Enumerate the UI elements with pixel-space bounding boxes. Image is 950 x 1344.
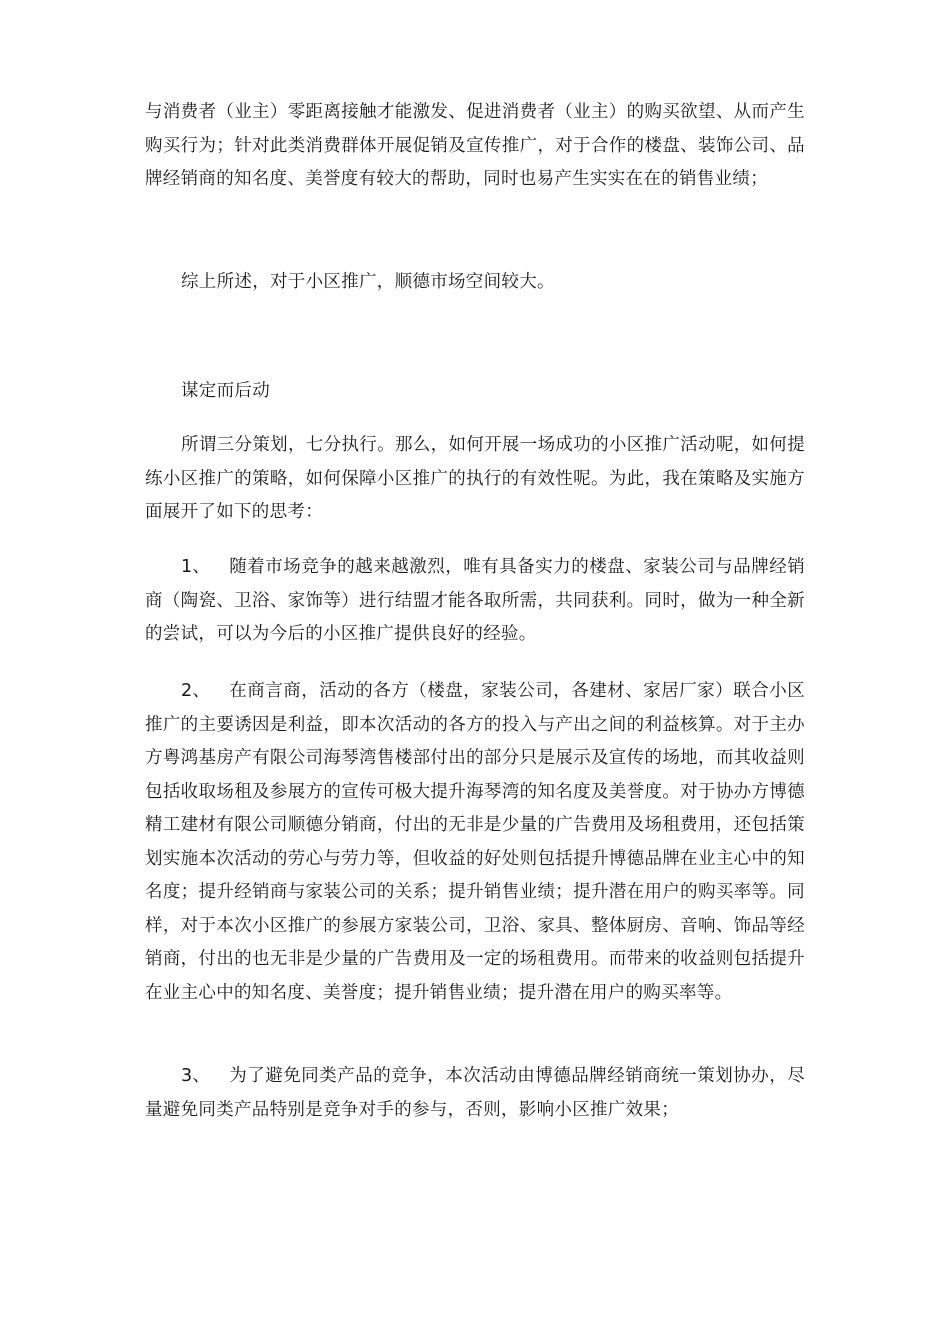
- list-item-3: [145, 1060, 805, 1127]
- list-item-number: 2、: [181, 681, 211, 701]
- list-item-number: 3、: [181, 1066, 211, 1086]
- list-item-text: 在商言商，活动的各方（楼盘，家装公司，各建材、家居厂家）联合小区推广的主要诱因是利益，即本次活动的各方的投入与产出之间的利益核算。对于主办方粤鸿基房产有限公司海琴湾售楼部付出的部分只是展示及宣传的场地，而其收益则包括收取场租及参展方的宣传可极大提升海琴湾的知名度及美誉度。对于协办方博德精工建材有限公司顺德分销商，付出的无非是少量的广告费用及场租费用，还包括策划实施本次活动的劳心与劳力等，但收益的好处则包括提升博德品牌在业主心中的知名度；提升经销商与家装公司的关系；提升销售业绩；提升潜在用户的购买率等。同样，对于本次小区推广的参展方家装公司，卫浴、家具、整体厨房、音响、饰品等经销商，付出的也无非是少量的广告费用及一定的场租费用。而带来的收益则包括提升在业主心中的知名度、美誉度；提升销售业绩；提升潜在用户的购买率等。: [145, 681, 805, 1003]
- paragraph-summary: 综上所述，对于小区推广，顺德市场空间较大。: [181, 272, 555, 292]
- list-item-number: 1、: [181, 557, 211, 577]
- list-item-1: [145, 551, 805, 652]
- section-heading: 谋定而后动: [181, 381, 270, 401]
- list-item-text: 为了避免同类产品的竞争，本次活动由博德品牌经销商统一策划协办，尽量避免同类产品特别是竞争对手的参与，否则，影响小区推广效果；: [145, 1066, 805, 1120]
- paragraph-consumer-contact: 与消费者（业主）零距离接触才能激发、促进消费者（业主）的购买欲望、从而产生购买行为；针对此类消费群体开展促销及宣传推广，对于合作的楼盘、装饰公司、品牌经销商的知名度、美誉度有较大的帮助，同时也易产生实实在在的销售业绩；: [145, 102, 805, 189]
- list-item-text: 随着市场竞争的越来越激烈，唯有具备实力的楼盘、家装公司与品牌经销商（陶瓷、卫浴、家饰等）进行结盟才能各取所需，共同获利。同时，做为一种全新的尝试，可以为今后的小区推广提供良好的经验。: [145, 557, 805, 644]
- list-item-2: [145, 675, 805, 1010]
- paragraph-planning-intro: 所谓三分策划，七分执行。那么，如何开展一场成功的小区推广活动呢，如何提练小区推广的策略，如何保障小区推广的执行的有效性呢。为此，我在策略及实施方面展开了如下的思考：: [145, 435, 805, 522]
